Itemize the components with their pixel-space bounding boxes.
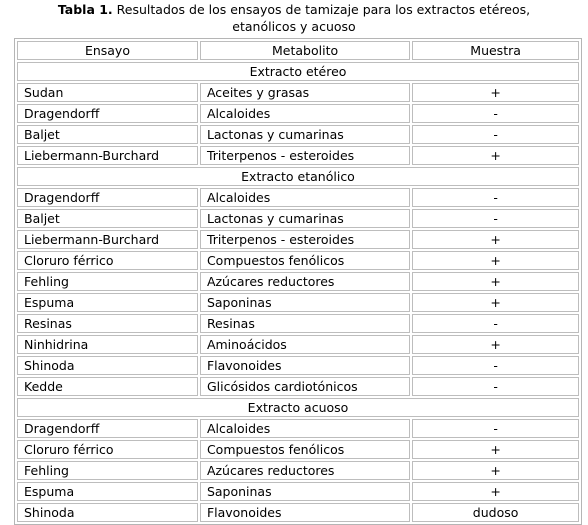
cell-metabolito: Resinas [200,314,410,333]
table-row [17,104,579,123]
table-caption [0,0,588,35]
table-header-row [17,41,579,60]
table-row [17,335,579,354]
cell-ensayo: Espuma [17,293,198,312]
cell-ensayo: Dragendorff [17,188,198,207]
cell-metabolito: Saponinas [200,482,410,501]
cell-ensayo: Liebermann-Burchard [17,230,198,249]
cell-metabolito: Alcaloides [200,419,410,438]
cell-ensayo: Resinas [17,314,198,333]
cell-muestra: + [412,230,579,249]
cell-muestra: - [412,314,579,333]
table-row [17,251,579,270]
table-row [17,146,579,165]
cell-metabolito: Aceites y grasas [200,83,410,102]
cell-metabolito: Aminoácidos [200,335,410,354]
section-title: Extracto etéreo [17,62,579,81]
table-row [17,356,579,375]
cell-ensayo: Kedde [17,377,198,396]
caption-label: Tabla 1. [57,2,113,17]
cell-ensayo: Cloruro férrico [17,440,198,459]
table-row [17,503,579,522]
caption-title-line1: Resultados de los ensayos de tamizaje para los extractos etéreos, [116,2,531,17]
table-row [17,419,579,438]
cell-muestra: dudoso [412,503,579,522]
cell-ensayo: Espuma [17,482,198,501]
results-table [14,38,582,525]
cell-metabolito: Alcaloides [200,188,410,207]
table-row [17,314,579,333]
table-row [17,230,579,249]
cell-muestra: - [412,377,579,396]
cell-muestra: - [412,188,579,207]
table-row [17,83,579,102]
cell-ensayo: Baljet [17,209,198,228]
cell-ensayo: Fehling [17,461,198,480]
table-row [17,377,579,396]
table-row [17,125,579,144]
table-row [17,209,579,228]
cell-metabolito: Glicósidos cardiotónicos [200,377,410,396]
cell-metabolito: Flavonoides [200,356,410,375]
cell-metabolito: Azúcares reductores [200,272,410,291]
section-row [17,167,579,186]
cell-metabolito: Flavonoides [200,503,410,522]
header-muestra: Muestra [412,41,579,60]
cell-muestra: + [412,461,579,480]
table-row [17,293,579,312]
cell-muestra: + [412,272,579,291]
cell-ensayo: Shinoda [17,356,198,375]
cell-metabolito: Azúcares reductores [200,461,410,480]
cell-ensayo: Fehling [17,272,198,291]
section-row [17,398,579,417]
cell-muestra: + [412,146,579,165]
cell-muestra: + [412,440,579,459]
cell-muestra: - [412,356,579,375]
cell-ensayo: Shinoda [17,503,198,522]
section-title: Extracto etanólico [17,167,579,186]
cell-ensayo: Dragendorff [17,419,198,438]
cell-metabolito: Alcaloides [200,104,410,123]
cell-ensayo: Cloruro férrico [17,251,198,270]
cell-muestra: - [412,419,579,438]
cell-muestra: + [412,293,579,312]
caption-title-line2: etanólicos y acuoso [232,19,356,34]
header-metabolito: Metabolito [200,41,410,60]
cell-metabolito: Saponinas [200,293,410,312]
cell-ensayo: Ninhidrina [17,335,198,354]
cell-metabolito: Triterpenos - esteroides [200,230,410,249]
cell-ensayo: Sudan [17,83,198,102]
cell-metabolito: Compuestos fenólicos [200,440,410,459]
cell-muestra: - [412,104,579,123]
cell-metabolito: Lactonas y cumarinas [200,209,410,228]
cell-metabolito: Compuestos fenólicos [200,251,410,270]
table-row [17,188,579,207]
cell-ensayo: Baljet [17,125,198,144]
cell-muestra: - [412,125,579,144]
section-row [17,62,579,81]
table-row [17,272,579,291]
cell-muestra: + [412,83,579,102]
section-title: Extracto acuoso [17,398,579,417]
cell-muestra: + [412,251,579,270]
table-row [17,440,579,459]
cell-metabolito: Triterpenos - esteroides [200,146,410,165]
results-table-body [17,41,579,522]
cell-ensayo: Dragendorff [17,104,198,123]
table-row [17,482,579,501]
cell-muestra: + [412,482,579,501]
cell-metabolito: Lactonas y cumarinas [200,125,410,144]
cell-muestra: + [412,335,579,354]
cell-muestra: - [412,209,579,228]
header-ensayo: Ensayo [17,41,198,60]
table-row [17,461,579,480]
cell-ensayo: Liebermann-Burchard [17,146,198,165]
